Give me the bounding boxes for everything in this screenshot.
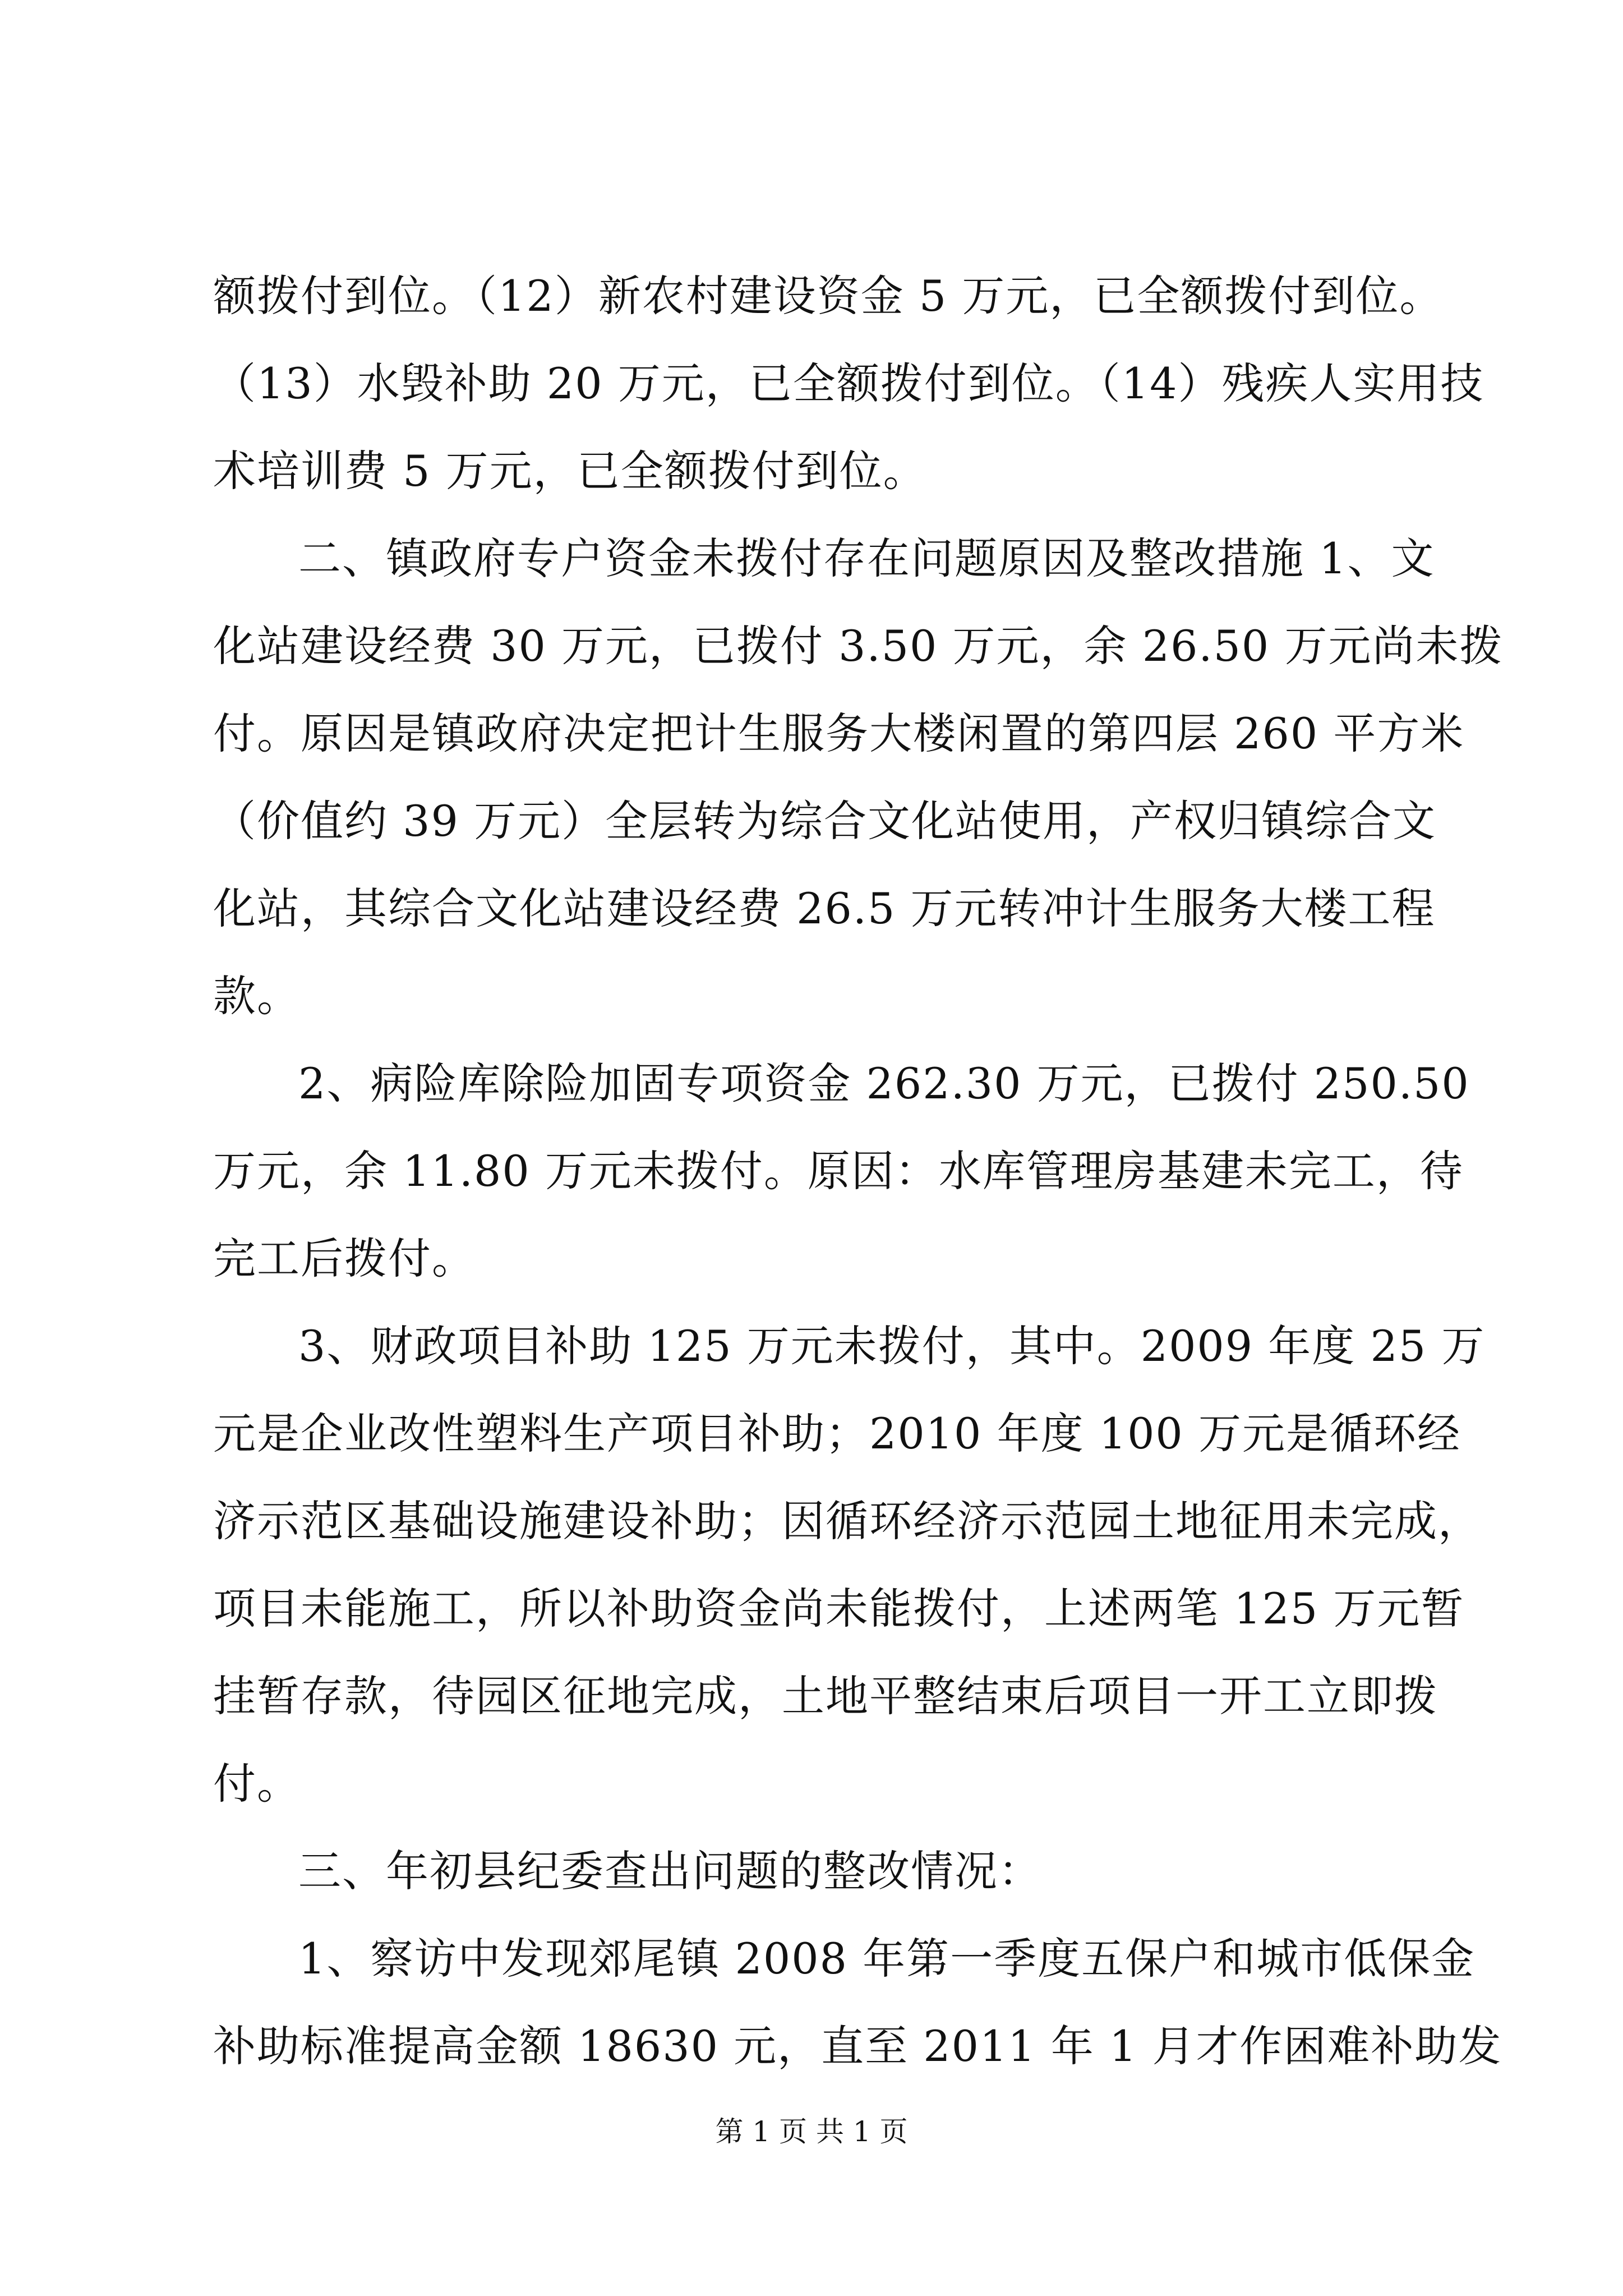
text-line: 术培训费 5 万元，已全额拨付到位。: [213, 446, 927, 496]
text-line: 万元，余 11.80 万元未拨付。原因：水库管理房基建未完工，待: [213, 1146, 1464, 1196]
text-line: 补助标准提高金额 18630 元，直至 2011 年 1 月才作困难补助发: [213, 2021, 1502, 2071]
paragraph-start: 2、病险库除险加固专项资金 262.30 万元，已拨付 250.50: [298, 1059, 1470, 1108]
text-line: 完工后拨付。: [213, 1234, 476, 1283]
text-line: （价值约 39 万元）全层转为综合文化站使用，产权归镇综合文: [213, 796, 1437, 846]
text-line: 化站，其综合文化站建设经费 26.5 万元转冲计生服务大楼工程: [213, 884, 1436, 933]
text-line: 济示范区基础设施建设补助；因循环经济示范园土地征用未完成，: [213, 1496, 1482, 1546]
section-heading-2: 二、镇政府专户资金未拨付存在问题原因及整改措施 1、文: [298, 533, 1435, 583]
page-footer: 第 1 页 共 1 页: [715, 2115, 908, 2148]
text-line: 项目未能施工，所以补助资金尚未能拨付，上述两笔 125 万元暂: [213, 1584, 1465, 1634]
document-body: [213, 252, 1504, 2090]
text-line: （13）水毁补助 20 万元，已全额拨付到位。（14）残疾人实用技: [213, 358, 1484, 408]
text-line: 额拨付到位。（12）新农村建设资金 5 万元，已全额拨付到位。: [213, 271, 1444, 321]
text-line: 付。原因是镇政府决定把计生服务大楼闲置的第四层 260 平方米: [213, 708, 1465, 758]
text-line: 款。: [213, 971, 301, 1021]
section-heading-3: 三、年初县纪委查出问题的整改情况：: [298, 1846, 1042, 1896]
text-line: 挂暂存款，待园区征地完成，土地平整结束后项目一开工立即拨: [213, 1671, 1438, 1721]
text-line: 元是企业改性塑料生产项目补助；2010 年度 100 万元是循环经: [213, 1409, 1461, 1458]
paragraph-start: 1、察访中发现郊尾镇 2008 年第一季度五保户和城市低保金: [298, 1934, 1476, 1984]
text-line: 化站建设经费 30 万元，已拨付 3.50 万元，余 26.50 万元尚未拨: [213, 621, 1504, 671]
paragraph-start: 3、财政项目补助 125 万元未拨付，其中。2009 年度 25 万: [298, 1321, 1486, 1371]
text-line: 付。: [213, 1759, 301, 1809]
